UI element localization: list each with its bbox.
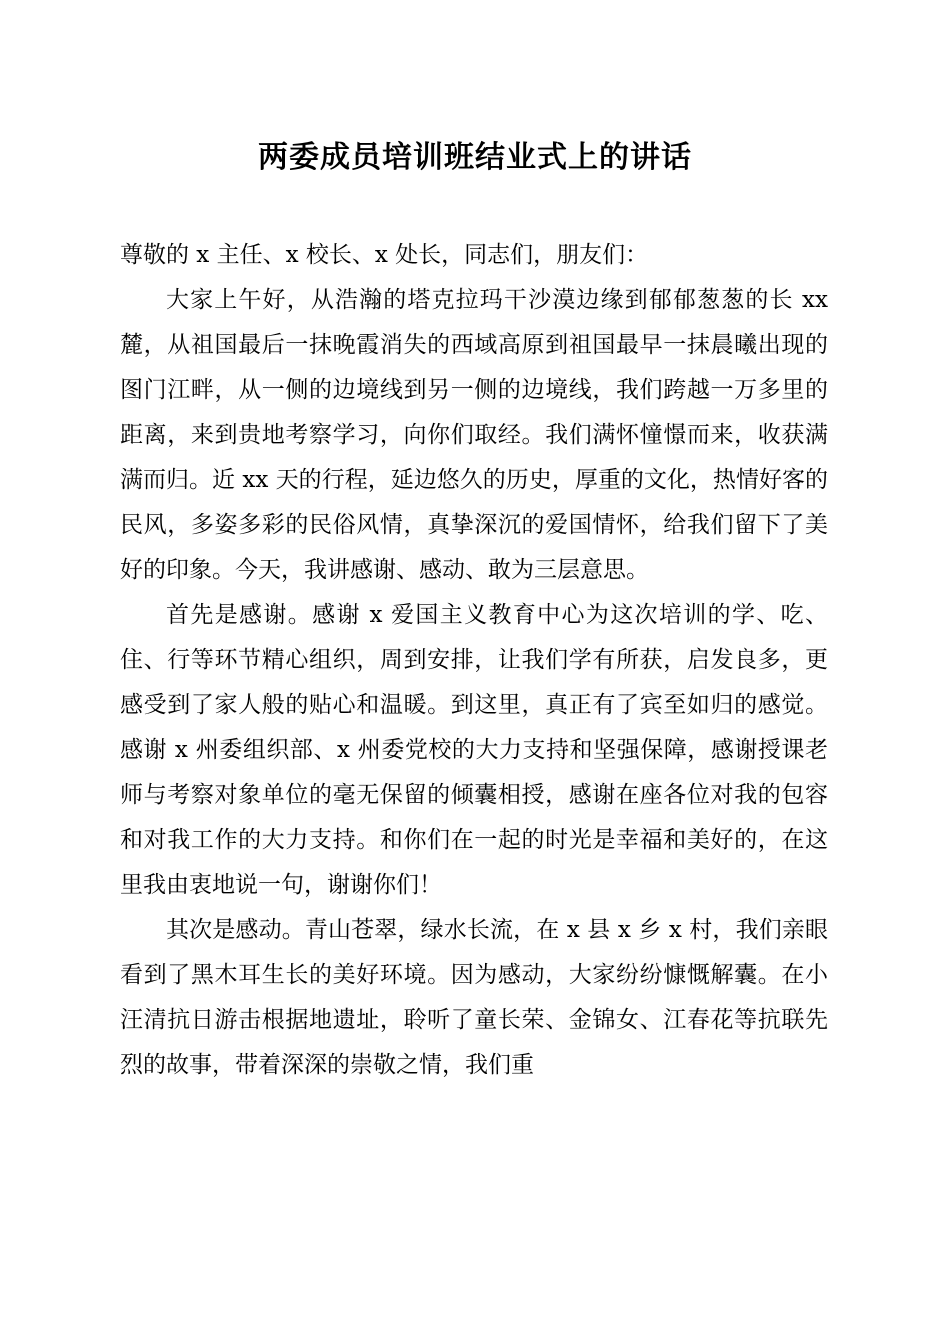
document-body bbox=[120, 233, 828, 1088]
salutation: 尊敬的 x 主任、x 校长、x 处长，同志们，朋友们： bbox=[120, 242, 649, 268]
paragraph-greeting: 大家上午好，从浩瀚的塔克拉玛干沙漠边缘到郁郁葱葱的长 xx 麓，从祖国最后一抹晚霞消失的西域高原到祖国最早一抹晨曦出现的图门江畔，从一侧的边境线到另一侧的边境线，我们跨越一万多里的距离，来到贵地考察学习，向你们取经。我们满怀憧憬而来，收获满满而归。近 xx 天的行程，延边悠久的历史，厚重的文化，热情好客的民风，多姿多彩的民俗风情，真挚深沉的爱国情怀，给我们留下了美好的印象。今天，我讲感谢、感动、敢为三层意思。 bbox=[120, 287, 828, 583]
paragraph-moved: 其次是感动。青山苍翠，绿水长流，在 x 县 x 乡 x 村，我们亲眼看到了黑木耳生长的美好环境。因为感动，大家纷纷慷慨解囊。在小汪清抗日游击根据地遗址，聆听了童长荣、金锦女、江春花等抗联先烈的故事，带着深深的崇敬之情，我们重 bbox=[120, 917, 828, 1078]
paragraph-thanks: 首先是感谢。感谢 x 爱国主义教育中心为这次培训的学、吃、住、行等环节精心组织，周到安排，让我们学有所获，启发良多，更感受到了家人般的贴心和温暖。到这里，真正有了宾至如归的感觉。感谢 x 州委组织部、x 州委党校的大力支持和坚强保障，感谢授课老师与考察对象单位的毫无保留的倾囊相授，感谢在座各位对我的包容和对我工作的大力支持。和你们在一起的时光是幸福和美好的，在这里我由衷地说一句，谢谢你们！ bbox=[120, 602, 828, 898]
document-title: 两委成员培训班结业式上的讲话 bbox=[258, 140, 692, 175]
